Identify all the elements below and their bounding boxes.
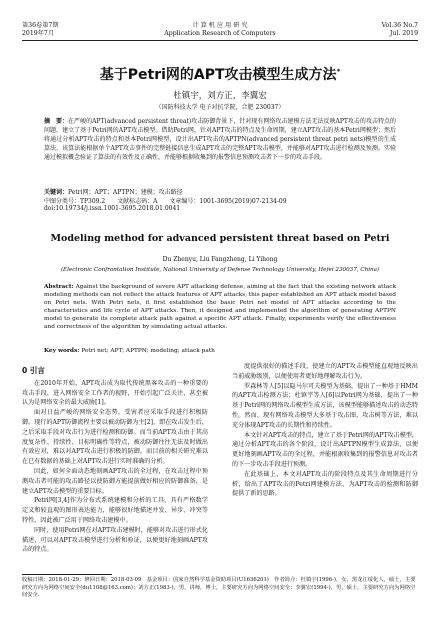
keywords-en-text: Petri net; APT; APTPN; modeling; attack path [81, 348, 215, 354]
abstract-en-label: Abstract: [44, 284, 74, 290]
authors-en: Du Zhenyu, Liu Fangzheng, Li Yihong [162, 256, 278, 263]
journal-name-en: Application Research of Computers [164, 30, 276, 37]
header-date-cn: 2019年7月 [22, 30, 55, 37]
body-paragraph: Petri网[3,4]作为分布式系统建模和分析的工具，具有严格数学定义和较直观的图形表达能力，能够很好地描述并发、异步、冲突等特性，因此被广泛用于网络攻击建模中。 [22, 497, 208, 524]
footnote-rule [22, 574, 112, 575]
abstract-cn-text: 在严峻的APT(advanced persistent threat)攻击防御背景下，针对现有网络攻击建模方法无法反映APT攻击的攻击特点的问题，建立了基于Petri网的APT攻击模型。借助Petri网，针对APT攻击的特点及生命周期，建立APT攻击的基本Petri网模型；然后将通过分析APT攻击的特点和基本Petri网模型，设计出APT攻击的APTPN(advanced persistent threat petri nets)模型的生成算法，该算法能根据单个APT攻击事件的完整链接信息生成APT攻击的完整APT攻击模型，并能够对APT攻击进行检测及预测。实验通过模拟概念验证了算法的有效性及正确性，并能够根据收集到的报警信息预测攻击者下一步的攻击手段。 [44, 118, 396, 161]
authors-cn: 杜镇宇，刘方正，李翼宏 [173, 91, 267, 101]
header-right [382, 22, 418, 38]
abstract-en [44, 283, 396, 331]
doi: doi:10.19734/j.issn.1001-3695.2018.01.0041 [44, 205, 181, 212]
body-paragraph: 度提供很好的描述手段，使建立的APT攻击模型能直观地反映出当前威胁级别，以便使用者更好地理解攻击行为。 [232, 363, 418, 380]
section-heading-intro: 0 引言 [22, 366, 45, 375]
header-center [22, 22, 418, 38]
paper-title-cn [0, 64, 440, 84]
body-paragraph: 本文针对APT攻击的特点，建立了基于Petri网的APT攻击模型，通过分析APT攻击的各个阶段，设计出APTPN模型生成算法，以便更好地刻画APT攻击的全过程，并能根据收集到的报警信息对攻击者的下一步攻击手段进行预测。 [232, 431, 418, 468]
header-rule [22, 40, 418, 41]
keywords-en-label: Key words: [44, 348, 80, 354]
header-date-en: Jul. 2019 [389, 30, 418, 37]
body-paragraph: 在此基础上，本文对APT攻击的阶段特点及其生命周期进行分析，给出了APT攻击的Petri网建模方法，为APT攻击的检测和防御提供了新的思路。 [232, 470, 418, 498]
header-volume-cn: 第36卷第7期 [22, 22, 59, 29]
keywords-cn-text: Petri网；APT；APTPN；建模；攻击路径 [68, 189, 183, 196]
classification-line [44, 196, 396, 205]
abstract-cn-label: 摘 要： [44, 118, 69, 125]
running-header [22, 22, 418, 42]
title-cn-text: 基于Petri网的APT攻击模型生成方法 [99, 67, 337, 83]
body-paragraph: 同时，使用Petri网在对APT攻击建模时，能够对攻击进行形式化描述，可以对APT攻击模型进行分析和验证，以便更好地刻画APT攻击的特点。 [22, 526, 208, 554]
body-paragraph: 罗森林等人[5]以隐马尔可夫模型为基础，提出了一种基于HMM的APT攻击检测方法；杜镇宇等人[6]以Petri网为基础，提出了一种基于Petri网的网络攻击模型生成方法，该模型能够描述攻击的动态特性。然而，现有网络攻击模型大多基于攻击图、攻击树等方法，难以充分体现APT攻击的长期性和持续性。 [232, 382, 418, 429]
body-paragraph: 在2010年开始，APT攻击成为取代传统黑客攻击的一种重要的攻击手段，进入网络安全工作者的视野，开始引起广泛关注，甚至被认为是网络安全的最大威胁[1]。 [22, 379, 208, 407]
footnote: 收稿日期：2018-01-29；修回日期：2018-03-09 基金项目：国家自然科学基金资助项目(U1636201) 作者简介：杜镇宇(1996-)，女，黑龙江绥化人，硕士，主要研究方向为网络空间安全(du1108@163.com)；刘方正(1983-)，男，讲师，博士，主要研究方向为网络空间安全；李翼宏(1994-)，男，硕士，主要研究方向为网络空间安全. [22, 577, 416, 598]
body-column-right [232, 362, 418, 499]
keywords-cn [44, 187, 396, 196]
document-code: 文献标志码：A [117, 198, 158, 205]
title-footnote-mark: * [336, 67, 341, 76]
abstract-cn [44, 117, 396, 162]
article-number: 文章编号：1001-3695(2019)07-2134-09 [169, 198, 287, 205]
journal-name-cn: 计 算 机 应 用 研 究 [192, 22, 248, 29]
keywords-en [44, 348, 396, 354]
body-paragraph: 因此，如何全面动态地刻画APT攻击的全过程，在攻击过程中预测攻击者可能的攻击路径以使防御方能提前做好相应的防御准备，是建立APT攻击模型的重要目标。 [22, 467, 208, 495]
clc-number: 中图分类号：TP309.2 [44, 198, 106, 205]
affiliation-cn: （国防科技大学 电子对抗学院，合肥 230037） [155, 104, 285, 111]
body-paragraph: 面对日益严峻的网络安全态势，受害者应采取手段进行积极防御。现行的APT防御流程主要以被动防御为主[2]，即在攻击发生后，之后采取手段对攻击行为进行检测和防御。而当前APT攻击由于其高度复杂性、持续性、目标明确性等特点，被动防御往往无法及时做出有效应对，难以对APT攻击进行积极的防御，而目前的相关研究难以在已有数据的基础上对APT攻击进行实时准确的分析。 [22, 409, 208, 466]
header-volume-en: Vol.36 No.7 [381, 22, 418, 29]
affiliation-en: (Electronic Confrontation Institute, National University of Defense Technology University, Hefei 230037, China) [60, 267, 380, 273]
keywords-cn-label: 关键词： [44, 189, 69, 196]
abstract-en-text: Against the background of severe APT attacking defense, aiming at the fact that the existing network attack modeling methods can not reflect the attack features of APT attacks, this paper established an APT attack model based on Petri nets. With Petri nets, it first established the basic Petri net model of APT attacks according to the characteristics and life cycle of APT attacks. Then, it designed and implemented the algorithm of generating APTPN model to generate its complete attack path against a specific APT attack. Finally, experiments verify the effectiveness and correctness of the algorithm by simulating actual attacks. [44, 284, 396, 330]
paper-title-en: Modeling method for advanced persistent threat based on Petri [50, 233, 390, 244]
body-column-left [22, 362, 208, 555]
